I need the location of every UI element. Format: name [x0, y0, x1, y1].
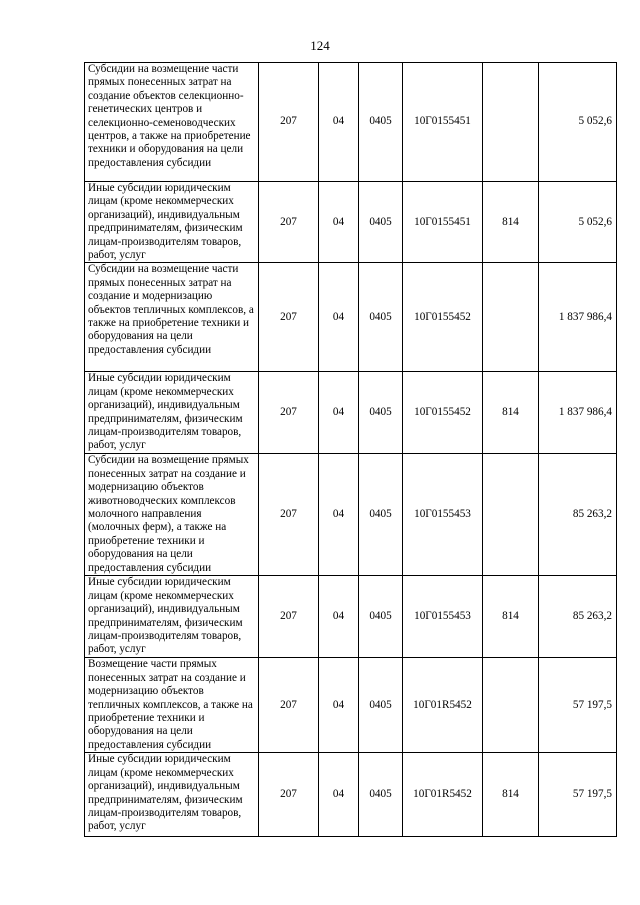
amount-cell: 57 197,5 — [539, 753, 617, 837]
table-row — [85, 576, 617, 658]
table-row — [85, 182, 617, 263]
section-code-cell: 04 — [319, 372, 359, 454]
target-code-cell: 10Г0155451 — [403, 63, 483, 182]
expense-type-cell — [483, 454, 539, 576]
target-code-cell: 10Г0155451 — [403, 182, 483, 263]
section-code-cell: 04 — [319, 658, 359, 753]
expense-type-cell: 814 — [483, 372, 539, 454]
subsection-code-cell: 0405 — [359, 182, 403, 263]
subsection-code-cell: 0405 — [359, 63, 403, 182]
subsection-code-cell: 0405 — [359, 753, 403, 837]
ministry-code-cell: 207 — [259, 182, 319, 263]
subsection-code-cell: 0405 — [359, 454, 403, 576]
ministry-code-cell: 207 — [259, 454, 319, 576]
expense-type-cell — [483, 63, 539, 182]
row-name-cell: Иные субсидии юридическим лицам (кроме некоммерческих организаций), индивидуальным предпринимателям, физическим лицам-производителям товаров, работ, услуг — [85, 182, 259, 263]
target-code-cell: 10Г01R5452 — [403, 753, 483, 837]
ministry-code-cell: 207 — [259, 753, 319, 837]
table-row — [85, 753, 617, 837]
row-name-cell: Иные субсидии юридическим лицам (кроме некоммерческих организаций), индивидуальным предпринимателям, физическим лицам-производителям товаров, работ, услуг — [85, 753, 259, 837]
row-name-cell: Субсидии на возмещение части прямых понесенных затрат на создание и модернизацию объектов тепличных комплексов, а также на приобретение техники и оборудования на цели предоставления субсидии — [85, 263, 259, 372]
subsection-code-cell: 0405 — [359, 372, 403, 454]
target-code-cell: 10Г0155452 — [403, 263, 483, 372]
subsection-code-cell: 0405 — [359, 658, 403, 753]
table-row — [85, 372, 617, 454]
section-code-cell: 04 — [319, 63, 359, 182]
page-number: 124 — [310, 38, 330, 53]
budget-table — [84, 62, 617, 837]
ministry-code-cell: 207 — [259, 658, 319, 753]
expense-type-cell — [483, 263, 539, 372]
row-name-cell: Иные субсидии юридическим лицам (кроме некоммерческих организаций), индивидуальным предпринимателям, физическим лицам-производителям товаров, работ, услуг — [85, 576, 259, 658]
amount-cell: 85 263,2 — [539, 454, 617, 576]
target-code-cell: 10Г0155453 — [403, 576, 483, 658]
amount-cell: 1 837 986,4 — [539, 263, 617, 372]
expense-type-cell: 814 — [483, 576, 539, 658]
ministry-code-cell: 207 — [259, 63, 319, 182]
target-code-cell: 10Г0155453 — [403, 454, 483, 576]
expense-type-cell — [483, 658, 539, 753]
section-code-cell: 04 — [319, 753, 359, 837]
table-row — [85, 63, 617, 182]
section-code-cell: 04 — [319, 182, 359, 263]
table-row — [85, 658, 617, 753]
ministry-code-cell: 207 — [259, 576, 319, 658]
amount-cell: 5 052,6 — [539, 182, 617, 263]
subsection-code-cell: 0405 — [359, 576, 403, 658]
row-name-cell: Возмещение части прямых понесенных затрат на создание и модернизацию объектов тепличных комплексов, а также на приобретение техники и оборудования на цели предоставления субсидии — [85, 658, 259, 753]
target-code-cell: 10Г0155452 — [403, 372, 483, 454]
amount-cell: 85 263,2 — [539, 576, 617, 658]
section-code-cell: 04 — [319, 454, 359, 576]
amount-cell: 1 837 986,4 — [539, 372, 617, 454]
ministry-code-cell: 207 — [259, 372, 319, 454]
target-code-cell: 10Г01R5452 — [403, 658, 483, 753]
section-code-cell: 04 — [319, 263, 359, 372]
subsection-code-cell: 0405 — [359, 263, 403, 372]
row-name-cell: Субсидии на возмещение прямых понесенных затрат на создание и модернизацию объектов животноводческих комплексов молочного направления (молочных ферм), а также на приобретение техники и оборудования на цели предоставления субсидии — [85, 454, 259, 576]
amount-cell: 57 197,5 — [539, 658, 617, 753]
expense-type-cell: 814 — [483, 753, 539, 837]
table-row — [85, 263, 617, 372]
amount-cell: 5 052,6 — [539, 63, 617, 182]
row-name-cell: Иные субсидии юридическим лицам (кроме некоммерческих организаций), индивидуальным предпринимателям, физическим лицам-производителям товаров, работ, услуг — [85, 372, 259, 454]
table-row — [85, 454, 617, 576]
section-code-cell: 04 — [319, 576, 359, 658]
ministry-code-cell: 207 — [259, 263, 319, 372]
row-name-cell: Субсидии на возмещение части прямых понесенных затрат на создание объектов селекционно-генетических центров и селекционно-семеноводческих центров, а также на приобретение техники и оборудования на цели предоставления субсидии — [85, 63, 259, 182]
expense-type-cell: 814 — [483, 182, 539, 263]
